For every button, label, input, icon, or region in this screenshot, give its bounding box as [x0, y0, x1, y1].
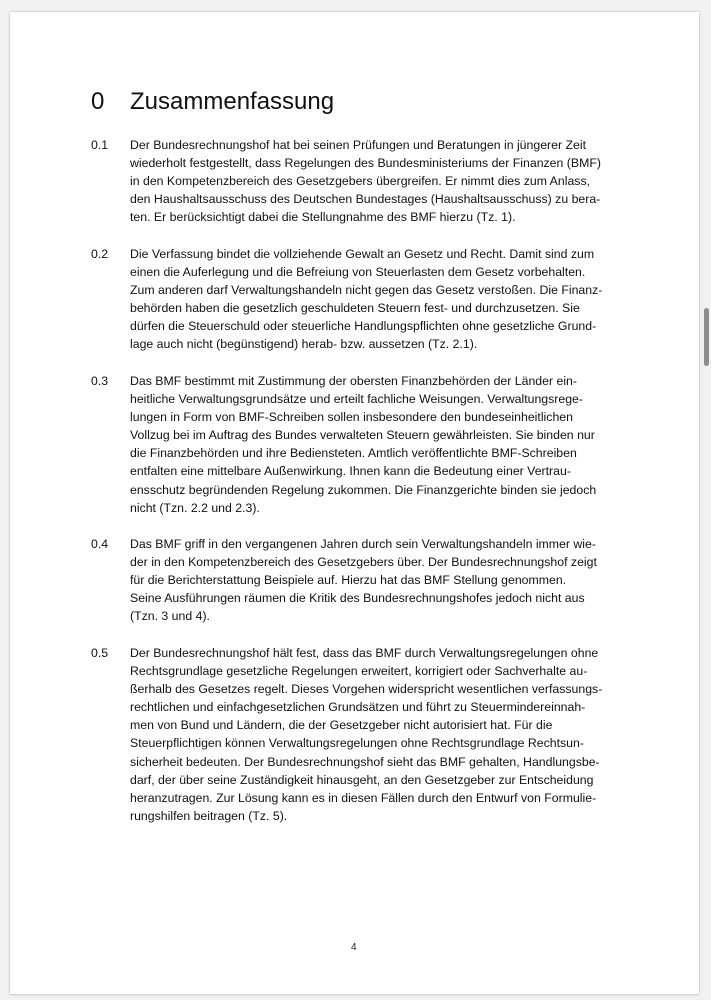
text-line: ensschutz begründenden Regelung zukommen. Die Finanzgerichte binden sie jedoch — [130, 482, 597, 497]
paragraph-number: 0.4 — [91, 537, 109, 551]
vertical-scrollbar[interactable] — [701, 0, 711, 1000]
paragraph-0-1 — [91, 136, 631, 226]
text-line: nicht (Tzn. 2.2 und 2.3). — [130, 500, 260, 515]
paragraph-0-2 — [91, 245, 631, 354]
paragraph-text — [130, 372, 631, 517]
paragraph-0-3 — [91, 372, 631, 517]
text-line: behörden haben die gesetzlich geschuldeten Steuern fest- und durchzusetzen. Sie — [130, 301, 580, 316]
text-line: die Finanzbehörden und ihre Bediensteten. Amtlich veröffentlichte BMF-Schreiben — [130, 446, 577, 461]
text-line: ten. Er berücksichtigt dabei die Stellungnahme des BMF hierzu (Tz. 1). — [130, 210, 516, 225]
text-line: für die Berichterstattung Beispiele auf. Hierzu hat das BMF Stellung genommen. — [130, 573, 567, 588]
text-line: heitliche Verwaltungsgrundsätze und erteilt fachliche Weisungen. Verwaltungsrege- — [130, 392, 583, 407]
text-line: darf, der über seine Zuständigkeit hinausgeht, an den Gesetzgeber zur Entscheidung — [130, 772, 594, 787]
text-line: den Haushaltsausschuss des Deutschen Bundestages (Haushaltsausschuss) zu bera- — [130, 192, 601, 207]
paragraph-text — [130, 136, 631, 226]
text-line: einen die Auferlegung und die Befreiung von Steuerlasten dem Gesetz vorbehalten. — [130, 265, 586, 280]
section-heading — [91, 88, 334, 116]
paragraph-text — [130, 535, 631, 625]
text-line: Seine Ausführungen räumen die Kritik des Bundesrechnungshofes jedoch nicht aus — [130, 591, 585, 606]
text-line: sicherheit bedeuten. Der Bundesrechnungshof sieht das BMF gehalten, Handlungsbe- — [130, 754, 600, 769]
text-line: Das BMF bestimmt mit Zustimmung der obersten Finanzbehörden der Länder ein- — [130, 374, 577, 388]
text-line: Der Bundesrechnungshof hat bei seinen Prüfungen und Beratungen in jüngerer Zeit — [130, 138, 586, 152]
paragraph-number: 0.2 — [91, 247, 109, 261]
text-line: Der Bundesrechnungshof hält fest, dass das BMF durch Verwaltungsregelungen ohne — [130, 646, 599, 660]
paragraph-text — [130, 245, 631, 354]
text-line: Zum anderen darf Verwaltungshandeln nicht gegen das Gesetz verstoßen. Die Finanz- — [130, 283, 603, 298]
text-line: lungen in Form von BMF-Schreiben sollen insbesondere den bundeseinheitlichen — [130, 410, 573, 425]
paragraph-text — [130, 644, 631, 825]
text-line: (Tzn. 3 und 4). — [130, 609, 210, 624]
page-number: 4 — [351, 942, 357, 953]
paragraph-0-5 — [91, 644, 631, 825]
text-line: heranzutragen. Zur Lösung kann es in diesen Fällen durch den Entwurf von Formulie- — [130, 790, 597, 805]
text-line: wiederholt festgestellt, dass Regelungen des Bundesministeriums der Finanzen (BMF) — [130, 156, 601, 171]
section-title: Zusammenfassung — [130, 88, 335, 115]
text-line: entfalten eine mittelbare Außenwirkung. Ihnen kann die Bedeutung einer Vertrau- — [130, 464, 571, 479]
text-line: der in den Kompetenzbereich des Gesetzgebers über. Der Bundesrechnungshof zeigt — [130, 555, 597, 570]
text-line: dürfen die Steuerschuld oder steuerliche Handlungspflichten ohne gesetzliche Grund- — [130, 319, 597, 334]
text-line: rungshilfen beitragen (Tz. 5). — [130, 808, 288, 823]
text-line: men von Bund und Ländern, die der Gesetzgeber nicht autorisiert hat. Für die — [130, 718, 553, 733]
paragraph-number: 0.3 — [91, 374, 109, 388]
text-line: Steuerpflichtigen können Verwaltungsregelungen ohne Rechtsgrundlage Rechtsun- — [130, 736, 584, 751]
text-line: ßerhalb des Gesetzes regelt. Dieses Vorgehen widerspricht wesentlichen verfassungs- — [130, 682, 603, 697]
paragraph-number: 0.1 — [91, 138, 109, 152]
text-line: lage auch nicht (begünstigend) herab- bzw. aussetzen (Tz. 2.1). — [130, 337, 478, 352]
paragraph-number: 0.5 — [91, 646, 109, 660]
text-line: in den Kompetenzbereich des Gesetzgebers übergreifen. Er nimmt dies zum Anlass, — [130, 174, 591, 189]
text-line: Die Verfassung bindet die vollziehende Gewalt an Gesetz und Recht. Damit sind zum — [130, 247, 595, 261]
text-line: Rechtsgrundlage gesetzliche Regelungen erweitert, korrigiert oder Sachverhalte au- — [130, 664, 588, 679]
text-line: rechtlichen und einfachgesetzlichen Grundsätzen und führt zu Steuermindereinnah- — [130, 700, 586, 715]
section-number: 0 — [91, 88, 105, 115]
text-line: Vollzug bei im Auftrag des Bundes verwalteten Steuern gewährleisten. Sie binden nur — [130, 428, 595, 443]
paragraph-0-4 — [91, 535, 631, 625]
scrollbar-thumb[interactable] — [704, 308, 709, 366]
text-line: Das BMF griff in den vergangenen Jahren durch sein Verwaltungshandeln immer wie- — [130, 537, 596, 551]
